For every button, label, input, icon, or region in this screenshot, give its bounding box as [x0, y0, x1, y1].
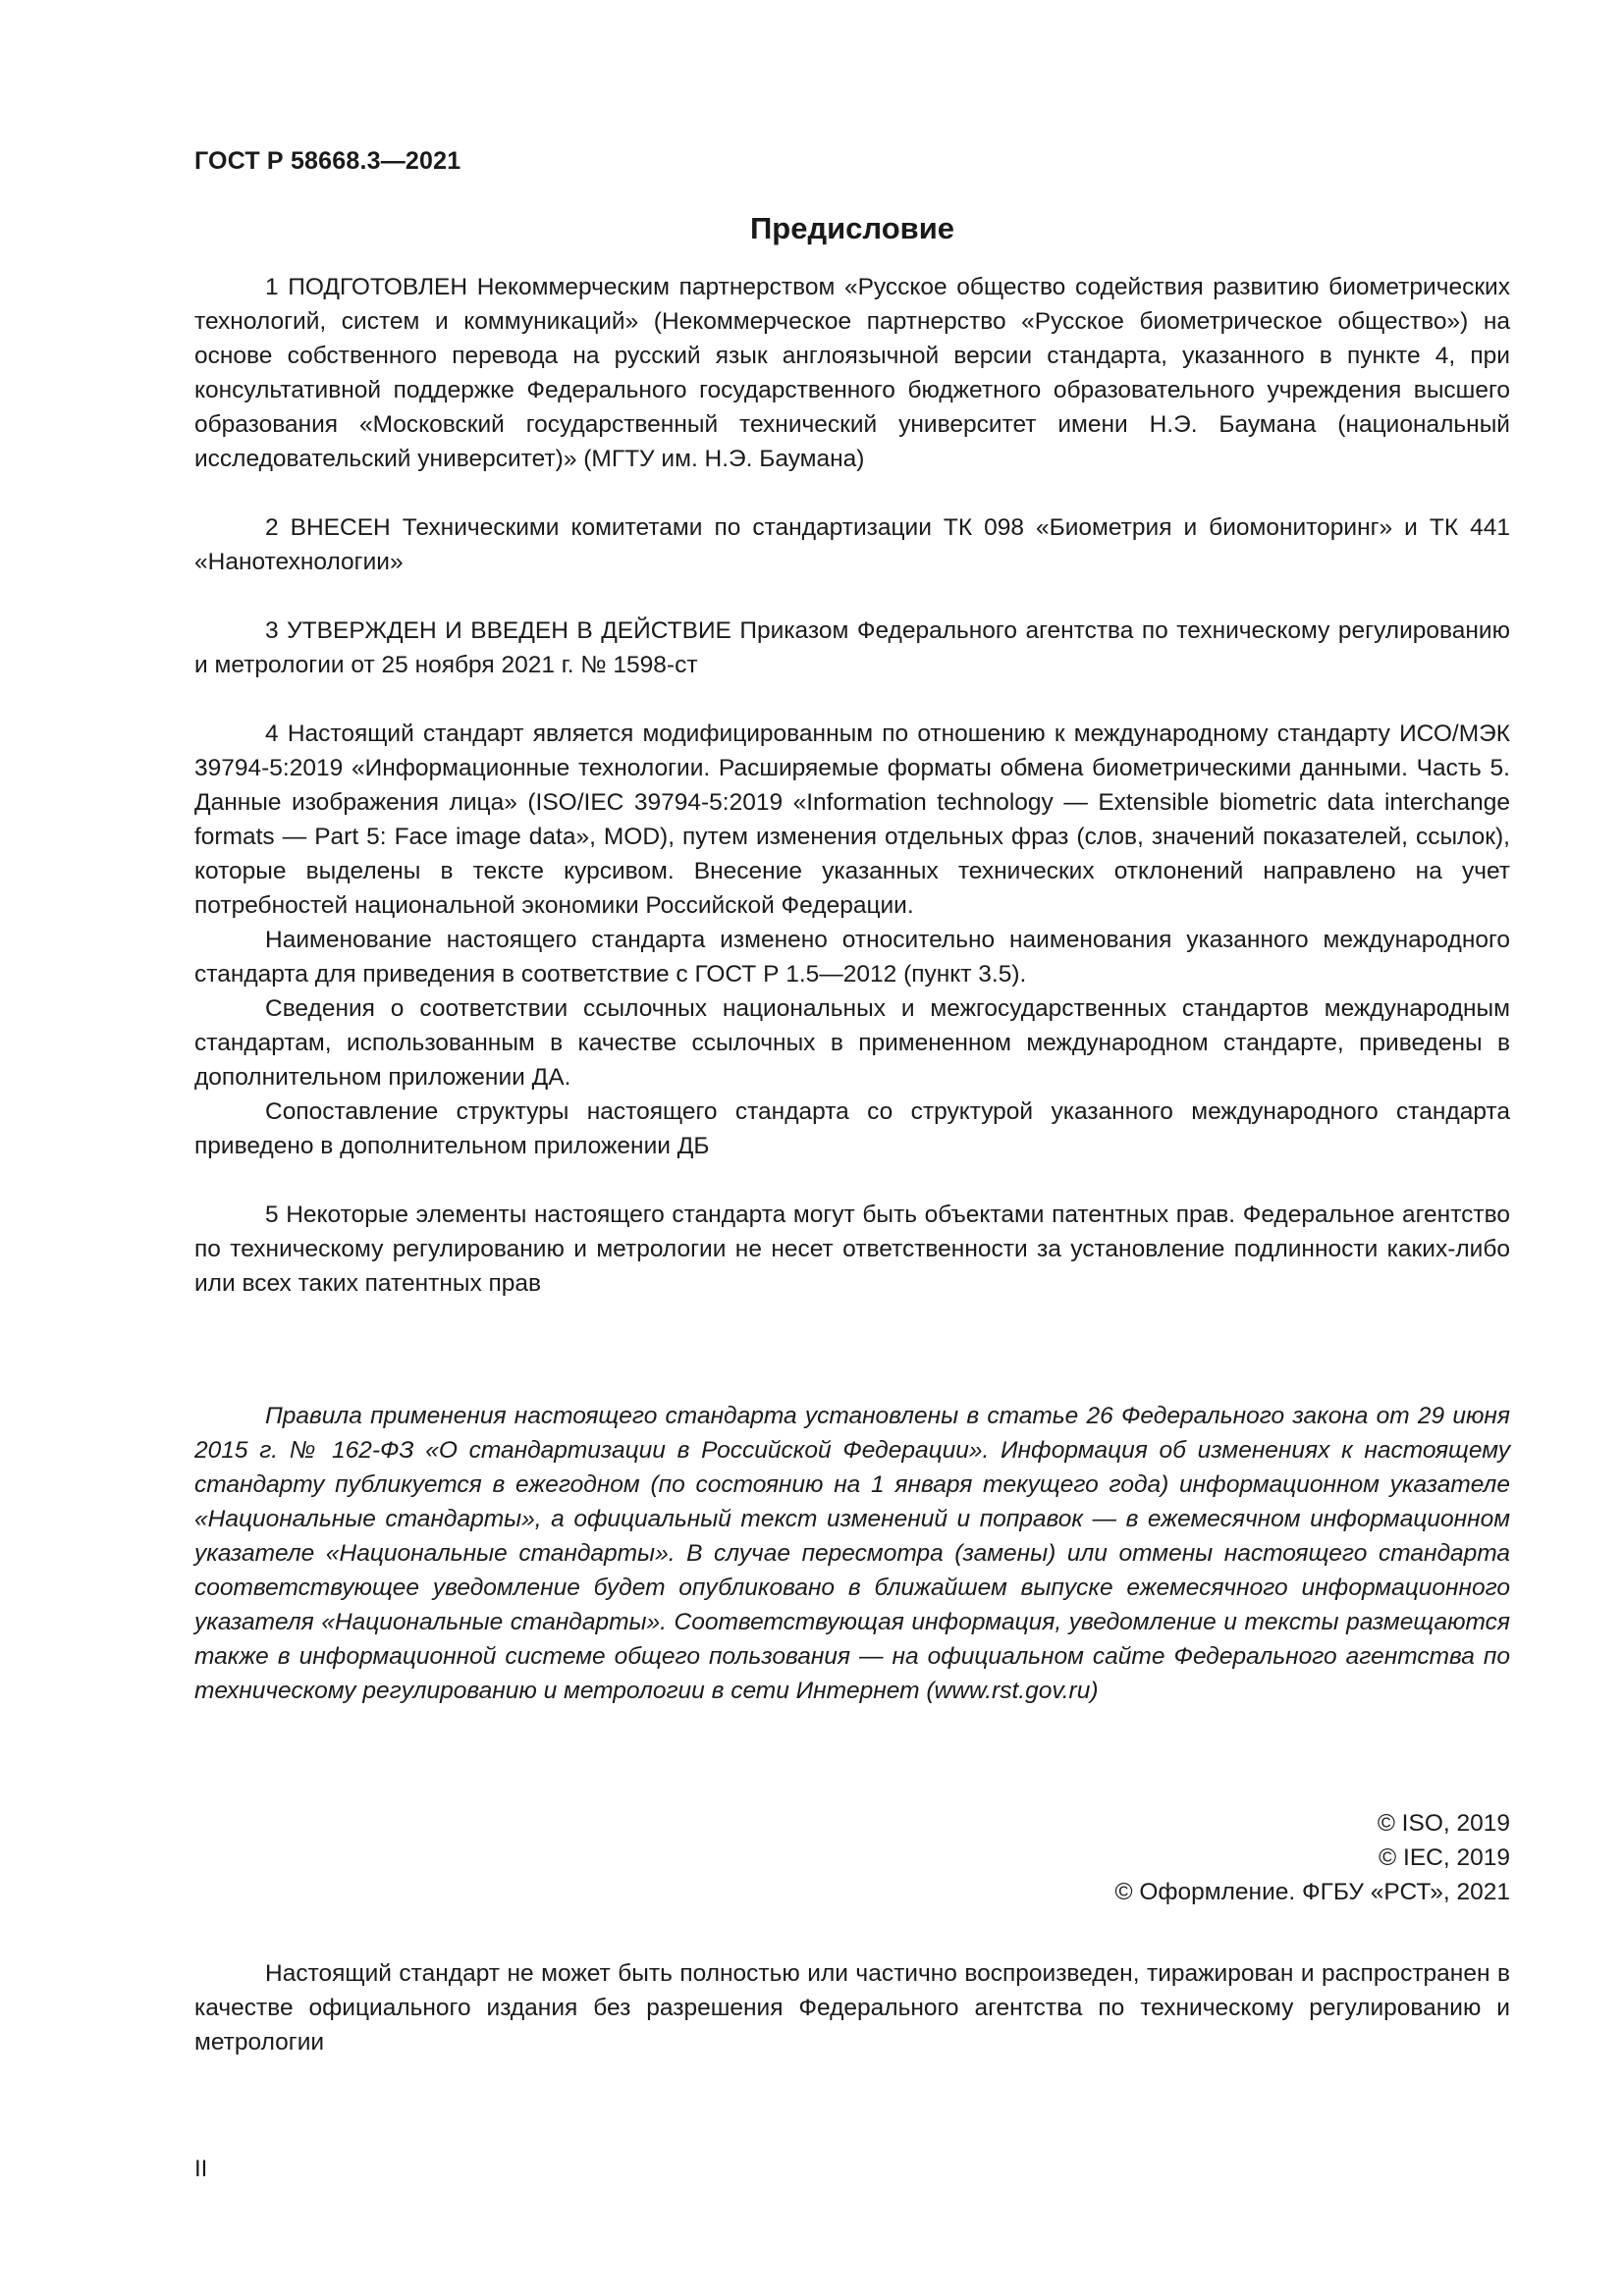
- copyright-iec: © IEC, 2019: [1379, 1844, 1510, 1871]
- reproduction-notice: Настоящий стандарт не может быть полностью или частично воспроизведен, тиражирован и распространен в качестве официального издания без разрешения Федерального агентства по техническому регулированию и метрологии: [194, 1960, 1510, 2056]
- document-id: ГОСТ Р 58668.3—2021: [194, 147, 461, 175]
- rules-notice: Правила применения настоящего стандарта установлены в статье 26 Федерального закона от 29 июня 2015 г. № 162-ФЗ «О стандартизации в Российской Федерации». Информация об изменениях к настоящему стандарту публикуется в ежегодном (по состоянию на 1 января текущего года) информационном указателе «Национальные стандарты», а официальный текст изменений и поправок — в ежемесячном информационном указателе «Национальные стандарты». В случае пересмотра (замены) или отмены настоящего стандарта соответствующее уведомление будет опубликовано в ближайшем выпуске ежемесячного информационного указателя «Национальные стандарты». Соответствующая информация, уведомление и тексты размещаются также в информационной системе общего пользования — на официальном сайте Федерального агентства по техническому регулированию и метрологии в сети Интернет (www.rst.gov.ru): [194, 1403, 1510, 1704]
- paragraph-reference-standards: Сведения о соответствии ссылочных национальных и межгосударственных стандартов международным стандартам, использованным в качестве ссылочных в примененном международном стандарте, приведены в дополнительном приложении ДА.: [194, 995, 1510, 1091]
- page-number: II: [194, 2156, 208, 2182]
- paragraph-name-change: Наименование настоящего стандарта изменено относительно наименования указанного международного стандарта для приведения в соответствие с ГОСТ Р 1.5—2012 (пункт 3.5).: [194, 927, 1510, 988]
- copyright-rst: © Оформление. ФГБУ «РСТ», 2021: [1114, 1879, 1510, 1905]
- copyright-iso: © ISO, 2019: [1377, 1810, 1510, 1837]
- document-page: [194, 147, 1510, 2059]
- paragraph-introduced-by: 2 ВНЕСЕН Техническими комитетами по стандартизации ТК 098 «Биометрия и биомониторинг» и ТК 441 «Нанотехнологии»: [194, 514, 1510, 575]
- paragraph-structure-comparison: Сопоставление структуры настоящего стандарта со структурой указанного международного стандарта приведено в дополнительном приложении ДБ: [194, 1098, 1510, 1159]
- paragraph-modification: 4 Настоящий стандарт является модифицированным по отношению к международному стандарту ИСО/МЭК 39794-5:2019 «Информационные технологии. Расширяемые форматы обмена биометрическими данными. Часть 5. Данные изображения лица» (ISO/IEC 39794-5:2019 «Information technology — Extensible biometric data interchange formats — Part 5: Face image data», MOD), путем изменения отдельных фраз (слов, значений показателей, ссылок), которые выделены в тексте курсивом. Внесение указанных технических отклонений направлено на учет потребностей национальной экономики Российской Федерации.: [194, 721, 1510, 919]
- paragraph-approved: 3 УТВЕРЖДЕН И ВВЕДЕН В ДЕЙСТВИЕ Приказом Федерального агентства по техническому регулированию и метрологии от 25 ноября 2021 г. № 1598-ст: [194, 617, 1510, 678]
- copyright-block: [194, 1806, 1510, 1909]
- page-title: Предисловие: [749, 211, 954, 245]
- paragraph-patent-rights: 5 Некоторые элементы настоящего стандарта могут быть объектами патентных прав. Федеральное агентство по техническому регулированию и метрологии не несет ответственности за установление подлинности каких-либо или всех таких патентных прав: [194, 1201, 1510, 1297]
- paragraph-prepared-by: 1 ПОДГОТОВЛЕН Некоммерческим партнерством «Русское общество содействия развитию биометрических технологий, систем и коммуникаций» (Некоммерческое партнерство «Русское биометрическое общество») на основе собственного перевода на русский язык англоязычной версии стандарта, указанного в пункте 4, при консультативной поддержке Федерального государственного бюджетного образовательного учреждения высшего образования «Московский государственный технический университет имени Н.Э. Баумана (национальный исследовательский университет)» (МГТУ им. Н.Э. Баумана): [194, 274, 1510, 472]
